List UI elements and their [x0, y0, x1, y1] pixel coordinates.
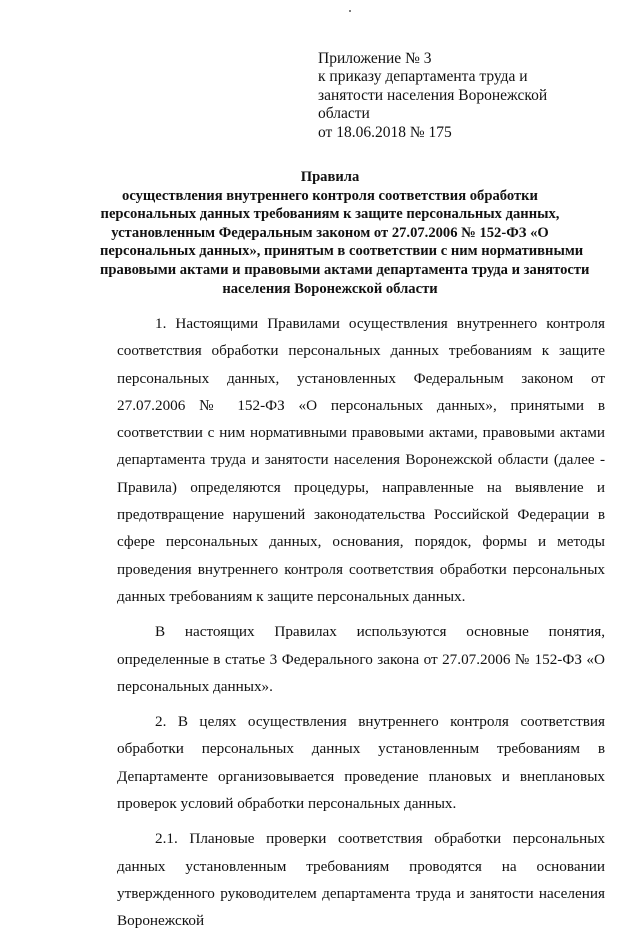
paragraph-definitions: В настоящих Правилах используются основные понятия, определенные в статье 3 Федерального закона от 27.07.2006 № 152-ФЗ «О персональных данных».	[117, 623, 605, 695]
title-line: населения Воронежской области	[222, 280, 438, 297]
paragraph-1: 1. Настоящими Правилами осуществления внутреннего контроля соответствия обработки персональных данных требованиям к защите персональных данных, установленных Федеральным законом от 27.07.2006 № 152-ФЗ «О персональных данных», принятыми в соответствии с ним нормативными правовыми актами, правовыми актами департамента труда и занятости населения Воронежской области (далее - Правила) определяются процедуры, направленные на выявление и предотвращение нарушений законодательства Российской Федерации в сфере персональных данных, основания, порядок, формы и методы проведения внутреннего контроля соответствия обработки персональных данных требованиям к защите персональных данных.	[117, 315, 605, 605]
paragraph-2-1: 2.1. Плановые проверки соответствия обработки персональных данных установленным требованиям проводятся на основании утвержденного руководителем департамента труда и занятости населения Воронежской	[117, 830, 605, 930]
appendix-line: от 18.06.2018 № 175	[318, 123, 452, 141]
document-title	[100, 168, 590, 298]
appendix-line: Приложение № 3	[318, 50, 432, 67]
appendix-line: к приказу департамента труда и	[318, 68, 528, 86]
scan-speck	[349, 10, 351, 12]
title-line: Правила	[300, 169, 360, 185]
title-line: осуществления внутреннего контроля соответствия обработки	[122, 187, 538, 204]
title-line: установленным Федеральным законом от 27.07.2006 № 152-ФЗ «О	[111, 224, 549, 241]
appendix-line: области	[318, 105, 370, 123]
title-line: персональных данных», принятым в соответствии с ним нормативными	[100, 243, 584, 260]
paragraph-2: 2. В целях осуществления внутреннего контроля соответствия обработки персональных данных установленным требованиям в Департаменте организовывается проведение плановых и внеплановых проверок условий обработки персональных данных.	[117, 713, 605, 813]
title-line: персональных данных требованиям к защите персональных данных,	[100, 206, 560, 223]
document-body	[117, 310, 605, 943]
appendix-block	[318, 50, 618, 142]
title-line: правовыми актами и правовыми актами департамента труда и занятости	[100, 261, 590, 278]
appendix-line: занятости населения Воронежской	[318, 86, 548, 104]
